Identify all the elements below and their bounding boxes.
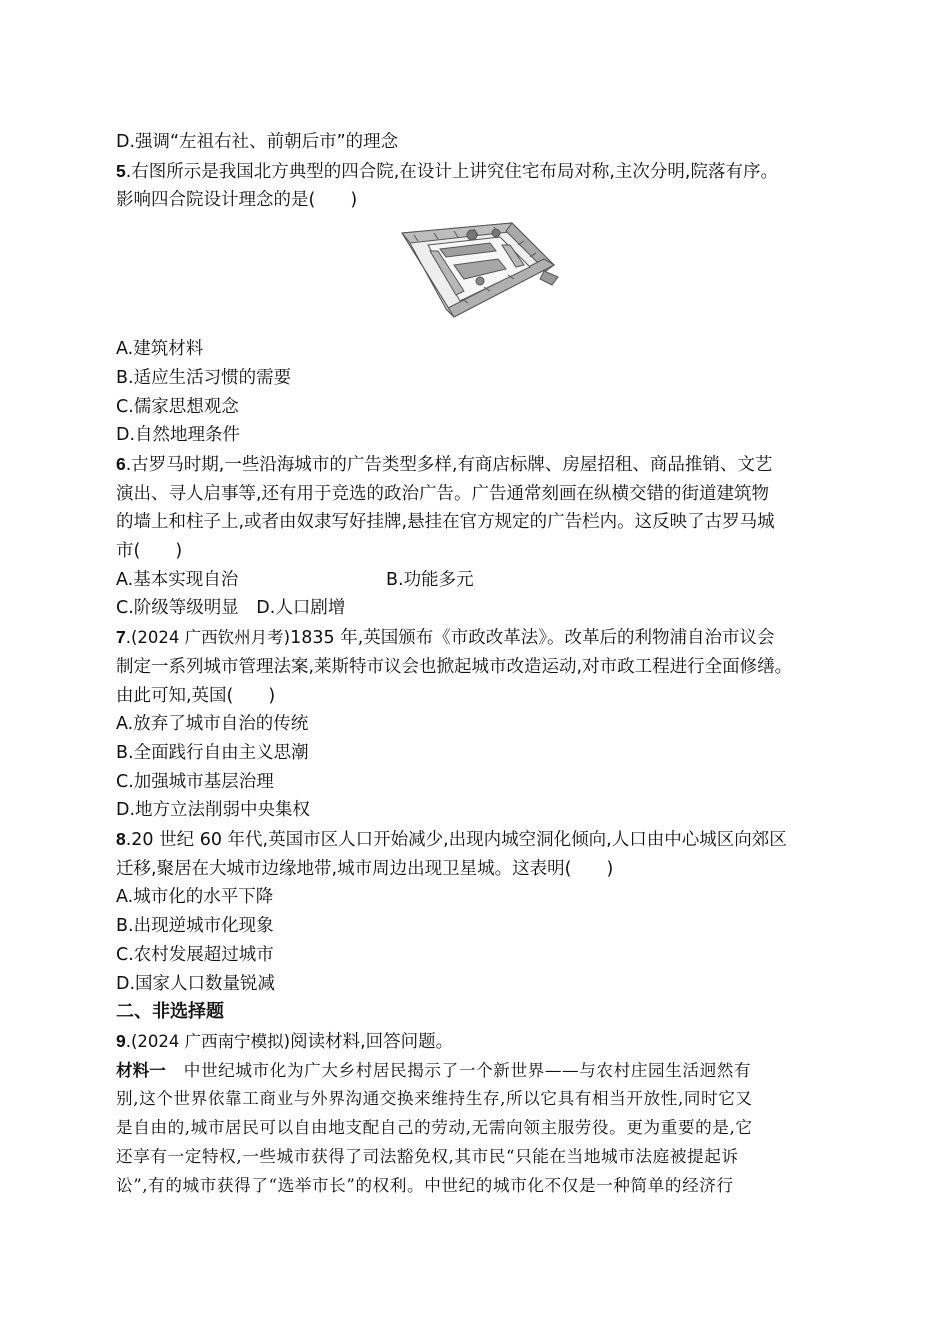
q8-option-d: D.国家人口数量锐减 (116, 973, 276, 994)
document-page (116, 128, 836, 1200)
q8-option-a: A.城市化的水平下降 (116, 887, 274, 908)
q5-option-c: C.儒家思想观念 (116, 396, 239, 417)
q8-stem-line-2: 迁移,聚居在大城市边缘地带,城市周边出现卫星城。这表明( ) (116, 858, 614, 879)
question-9 (116, 1027, 836, 1200)
q7-source: .(2024 广西钦州月考) (125, 628, 291, 648)
material-line-4: 还享有一定特权,一些城市获得了司法豁免权,其市民“只能在当地城市法庭被提起诉 (116, 1146, 739, 1166)
q6-number: 6 (116, 453, 126, 474)
question-5 (116, 157, 836, 450)
q5-number: 5 (116, 160, 126, 181)
material-label: 材料一 (116, 1060, 166, 1080)
q9-stem-text: 阅读材料,回答问题。 (290, 1031, 454, 1052)
q6-option-a: A.基本实现自治 (116, 569, 239, 590)
q7-option-a: A.放弃了城市自治的传统 (116, 714, 309, 735)
question-6 (116, 450, 836, 623)
q9-source: .(2024 广西南宁模拟) (125, 1031, 291, 1051)
q6-stem-line-1 (116, 450, 836, 480)
question-7 (116, 623, 836, 825)
q9-stem-line (116, 1027, 836, 1057)
q6-stem-text: .古罗马时期,一些沿海城市的广告类型多样,有商店标牌、房屋招租、商品推销、文艺 (125, 454, 773, 475)
courtyard-house-illustration-icon (394, 221, 560, 327)
q6-stem-line-2: 演出、寻人启事等,还有用于竞选的政治广告。广告通常刻画在纵横交错的街道建筑物 (116, 483, 770, 504)
q5-option-b: B.适应生活习惯的需要 (116, 367, 292, 388)
q6-options-row-1 (116, 566, 836, 595)
q5-stem-line-1 (116, 157, 836, 187)
question-8 (116, 825, 836, 998)
q4-option-d: D.强调“左祖右社、前朝后市”的理念 (116, 132, 399, 152)
q7-option-d: D.地方立法削弱中央集权 (116, 800, 311, 821)
q7-stem-line-2: 制定一系列城市管理法案,莱斯特市议会也掀起城市改造运动,对市政工程进行全面修缮。 (116, 656, 793, 677)
q7-stem-line-1 (116, 623, 836, 653)
q5-option-d: D.自然地理条件 (116, 425, 241, 446)
q6-stem-line-3: 的墙上和柱子上,或者由奴隶写好挂牌,悬挂在官方规定的广告栏内。这反映了古罗马城 (116, 512, 775, 533)
material-line-3: 是自由的,城市居民可以自由地支配自己的劳动,无需向领主服劳役。更为重要的是,它 (116, 1118, 753, 1138)
q9-number: 9 (116, 1030, 126, 1051)
q8-number: 8 (116, 829, 126, 850)
q7-stem-text: 1835 年,英国颁布《市政改革法》。改革后的利物浦自治市议会 (290, 628, 775, 649)
material-line-1 (116, 1057, 836, 1086)
q7-stem-line-3: 由此可知,英国( ) (116, 685, 276, 706)
q5-figure (116, 221, 836, 329)
q6-options-row-2: C.阶级等级明显 D.人口剧增 (116, 598, 346, 619)
material-text: 中世纪城市化为广大乡村居民揭示了一个新世界——与农村庄园生活迥然有 (183, 1060, 752, 1080)
material-line-5: 讼”,有的城市获得了“选举市长”的权利。中世纪的城市化不仅是一种简单的经济行 (116, 1175, 734, 1195)
q8-option-b: B.出现逆城市化现象 (116, 916, 274, 937)
q5-option-a: A.建筑材料 (116, 339, 204, 360)
q5-stem-text: .右图所示是我国北方典型的四合院,在设计上讲究住宅布局对称,主次分明,院落有序。 (125, 161, 778, 182)
q7-option-b: B.全面践行自由主义思潮 (116, 742, 309, 763)
material-line-2: 别,这个世界依靠工商业与外界沟通交换来维持生存,所以它具有相当开放性,同时它又 (116, 1089, 753, 1109)
q7-number: 7 (116, 627, 126, 648)
q8-stem-text: .20 世纪 60 年代,英国市区人口开始减少,出现内城空洞化倾向,人口由中心城区向郊区 (125, 830, 787, 851)
q7-option-c: C.加强城市基层治理 (116, 771, 274, 792)
section-heading: 二、非选择题 (116, 1001, 224, 1023)
q6-option-b: B.功能多元 (386, 569, 474, 590)
q5-stem-line-2: 影响四合院设计理念的是( ) (116, 190, 358, 211)
q8-stem-line-1 (116, 825, 836, 855)
q8-option-c: C.农村发展超过城市 (116, 944, 274, 965)
q6-stem-line-4: 市( ) (116, 541, 183, 562)
